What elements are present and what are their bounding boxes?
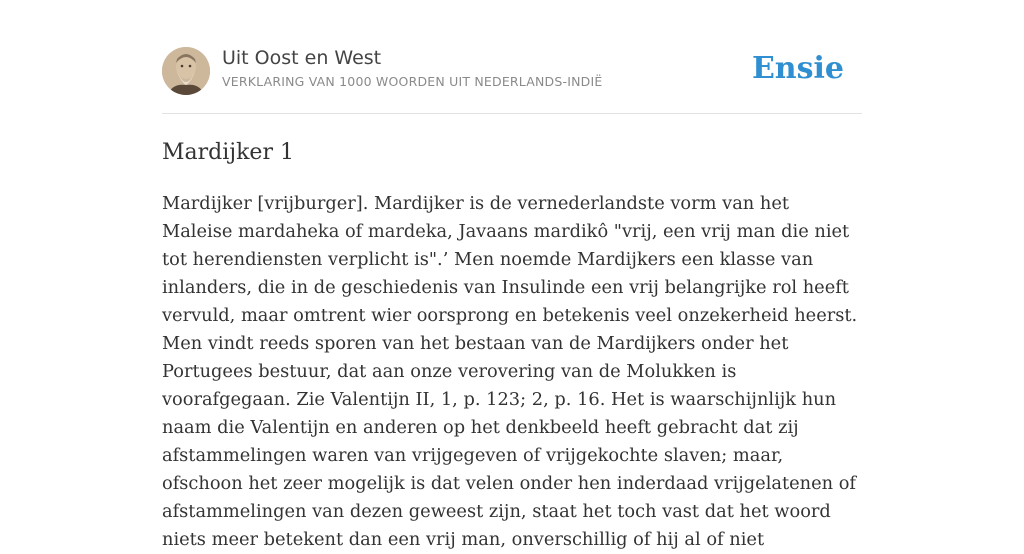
- book-header: [162, 0, 862, 114]
- book-titles: [222, 46, 602, 89]
- page-container: [162, 0, 862, 550]
- entry-body: Mardijker [vrijburger]. Mardijker is de vernederlandste vorm van het Maleise mardaheka of mardeka, Javaans mardikô "vrij, een vrij man die niet tot herendiensten verplicht is".’ Men noemde Mardijkers een klasse van inlanders, die in de geschiedenis van Insulinde een vrij belangrijke rol heeft vervuld, maar omtrent wier oorsprong en betekenis veel onzekerheid heerst. Men vindt reeds sporen van het bestaan van de Mardijkers onder het Portugees bestuur, dat aan onze verovering van de Molukken is voorafgegaan. Zie Valentijn II, 1, p. 123; 2, p. 16. Het is waarschijnlijk hun naam die Valentijn en anderen op het denkbeeld heeft gebracht dat zij afstammelingen waren van vrijgegeven of vrijgekochte slaven; maar, ofschoon het zeer mogelijk is dat velen onder hen inderdaad vrijgelatenen of afstammelingen van dezen geweest zijn, staat het toch vast dat het woord niets meer betekent dan een vrij man, onverschillig of hij al of niet: [162, 193, 858, 550]
- portrait-icon: [162, 47, 210, 95]
- book-subtitle: VERKLARING VAN 1000 WOORDEN UIT NEDERLANDS-INDIË: [222, 74, 603, 89]
- author-portrait[interactable]: [162, 47, 210, 95]
- ensie-logo[interactable]: Ensie: [751, 51, 844, 86]
- entry-title: Mardijker 1: [162, 140, 294, 165]
- book-title[interactable]: Uit Oost en West: [222, 47, 382, 69]
